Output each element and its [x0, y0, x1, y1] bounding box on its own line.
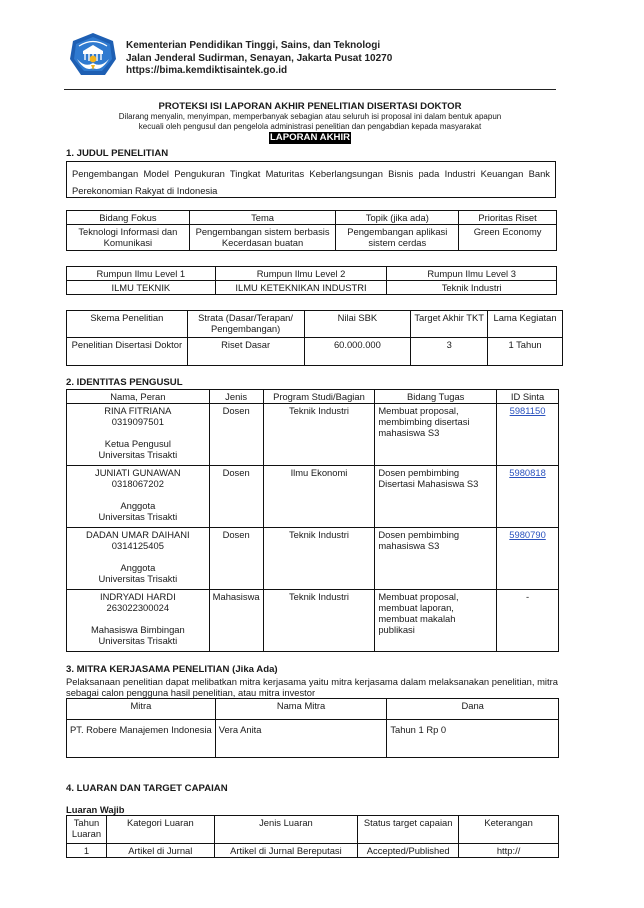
cell-kategori: Artikel di Jurnal	[106, 844, 214, 858]
member-role: Mahasiswa Bimbingan	[90, 624, 185, 635]
member-name: JUNIATI GUNAWAN	[95, 467, 181, 478]
table-header-row	[67, 311, 563, 338]
header-cell: Skema Penelitian	[67, 311, 188, 338]
cell-sinta	[497, 404, 559, 466]
cell-nilai-sbk: 60.000.000	[304, 338, 411, 366]
cell-tugas: Membuat proposal, membuat laporan, membuat makalah publikasi	[375, 590, 497, 652]
ministry-header	[126, 40, 392, 78]
cell-jenis: Mahasiswa	[209, 590, 263, 652]
cell-sinta	[497, 528, 559, 590]
table-row	[67, 590, 559, 652]
cell-prodi: Teknik Industri	[263, 404, 375, 466]
tut-wuri-handayani-logo-icon	[69, 32, 117, 78]
cell-sinta	[497, 466, 559, 528]
table-header-row	[67, 267, 557, 281]
member-role: Anggota	[120, 562, 156, 573]
ministry-address: Jalan Jenderal Sudirman, Senayan, Jakarta Pusat 10270	[126, 52, 393, 64]
table-header-row	[67, 816, 559, 844]
header-cell: Status target capaian	[358, 816, 459, 844]
cell-nama-peran	[67, 590, 210, 652]
header-cell: Bidang Tugas	[375, 390, 497, 404]
cell-tahun: 1	[67, 844, 107, 858]
cell-nama-peran	[67, 404, 210, 466]
header-cell: Nilai SBK	[304, 311, 411, 338]
focus-table	[66, 210, 557, 251]
header-cell: Target Akhir TKT	[411, 311, 488, 338]
cell-nama-peran	[67, 528, 210, 590]
cell-keterangan: http://	[459, 844, 559, 858]
mitra-table	[66, 698, 559, 758]
cell-lama-kegiatan: 1 Tahun	[488, 338, 563, 366]
member-role: Anggota	[120, 500, 156, 511]
member-id: 0319097501	[111, 416, 164, 427]
rumpun-table	[66, 266, 557, 295]
ministry-name: Kementerian Pendidikan Tinggi, Sains, dan Teknologi	[126, 40, 381, 51]
cell-mitra: PT. Robere Manajemen Indonesia	[67, 720, 216, 758]
cell-level-1: ILMU TEKNIK	[67, 281, 216, 295]
header-cell: Prioritas Riset	[459, 211, 557, 225]
table-row	[67, 528, 559, 590]
cell-status: Accepted/Published	[358, 844, 459, 858]
cell-jenis: Dosen	[209, 528, 263, 590]
member-role: Ketua Pengusul	[104, 438, 171, 449]
member-institution: Universitas Trisakti	[98, 573, 178, 584]
header-cell: ID Sinta	[497, 390, 559, 404]
table-row	[67, 466, 559, 528]
report-badge: LAPORAN AKHIR	[269, 132, 351, 143]
table-row	[67, 844, 559, 858]
cell-skema: Penelitian Disertasi Doktor	[67, 338, 188, 366]
table-header-row	[67, 390, 559, 404]
header-cell: Tema	[189, 211, 336, 225]
member-id: 0314125405	[111, 540, 164, 551]
cell-jenis-luaran: Artikel di Jurnal Bereputasi	[214, 844, 358, 858]
header-cell: Rumpun Ilmu Level 2	[215, 267, 387, 281]
cell-prioritas: Green Economy	[459, 225, 557, 251]
cell-nama-mitra: Vera Anita	[215, 720, 387, 758]
header-cell: Lama Kegiatan	[488, 311, 563, 338]
header-cell: Topik (jika ada)	[336, 211, 459, 225]
section-3-description: Pelaksanaan penelitian dapat melibatkan mitra kerjasama yaitu mitra kerjasama dalam melaksanakan penelitian, mitra sebagai calon pengguna hasil penelitian, atau mitra investor	[66, 676, 558, 698]
report-badge-wrap	[64, 131, 556, 144]
research-title-box: Pengembangan Model Pengukuran Tingkat Maturitas Keberlangsungan Bisnis pada Industri Keuangan Bank Perekonomian Rakyat di Indonesia	[66, 161, 556, 198]
cell-sinta: -	[497, 590, 559, 652]
section-2-title: 2. IDENTITAS PENGUSUL	[66, 377, 183, 388]
cell-prodi: Teknik Industri	[263, 528, 375, 590]
sinta-link[interactable]: 5980818	[509, 467, 546, 478]
sinta-link[interactable]: 5981150	[509, 405, 546, 416]
member-institution: Universitas Trisakti	[98, 449, 178, 460]
table-row	[67, 720, 559, 758]
cell-strata: Riset Dasar	[187, 338, 304, 366]
header-cell: Dana	[387, 699, 559, 720]
cell-dana: Tahun 1 Rp 0	[387, 720, 559, 758]
header-cell: Strata (Dasar/Terapan/ Pengembangan)	[187, 311, 304, 338]
header-cell: Program Studi/Bagian	[263, 390, 375, 404]
ministry-website: https://bima.kemdiktisaintek.go.id	[126, 65, 288, 76]
table-row	[67, 281, 557, 295]
luaran-table	[66, 815, 559, 858]
protection-line-1: Dilarang menyalin, menyimpan, memperbanyak sebagian atau seluruh isi proposal ini dalam bentuk apapun	[118, 112, 502, 121]
header-divider	[64, 89, 556, 90]
section-4-title: 4. LUARAN DAN TARGET CAPAIAN	[66, 783, 228, 794]
header-cell: Kategori Luaran	[106, 816, 214, 844]
table-header-row	[67, 699, 559, 720]
table-header-row	[67, 211, 557, 225]
header-cell: Jenis Luaran	[214, 816, 358, 844]
header-cell: Nama Mitra	[215, 699, 387, 720]
header-cell: Jenis	[209, 390, 263, 404]
cell-bidang-fokus: Teknologi Informasi dan Komunikasi	[67, 225, 190, 251]
section-3-title: 3. MITRA KERJASAMA PENELITIAN (Jika Ada)	[66, 664, 278, 675]
luaran-wajib-title: Luaran Wajib	[66, 804, 125, 815]
member-name: RINA FITRIANA	[104, 405, 172, 416]
header-cell: Rumpun Ilmu Level 1	[67, 267, 216, 281]
member-name: INDRYADI HARDI	[99, 591, 176, 602]
member-institution: Universitas Trisakti	[98, 635, 178, 646]
cell-tugas: Membuat proposal, membimbing disertasi mahasiswa S3	[375, 404, 497, 466]
cell-jenis: Dosen	[209, 404, 263, 466]
cell-prodi: Teknik Industri	[263, 590, 375, 652]
cell-level-3: Teknik Industri	[387, 281, 557, 295]
protection-title: PROTEKSI ISI LAPORAN AKHIR PENELITIAN DISERTASI DOKTOR	[158, 101, 462, 112]
pengusul-table	[66, 389, 559, 652]
header-cell: Mitra	[67, 699, 216, 720]
cell-tema: Pengembangan sistem berbasis Kecerdasan buatan	[189, 225, 336, 251]
member-name: DADAN UMAR DAIHANI	[86, 529, 190, 540]
member-id: 263022300024	[106, 602, 170, 613]
header-cell: Nama, Peran	[67, 390, 210, 404]
cell-prodi: Ilmu Ekonomi	[263, 466, 375, 528]
header-cell: Keterangan	[459, 816, 559, 844]
cell-tugas: Dosen pembimbing mahasiswa S3	[375, 528, 497, 590]
protection-line-2: kecuali oleh pengusul dan pengelola administrasi penelitian dan pengabdian kepada masyarakat	[138, 121, 482, 131]
table-row	[67, 404, 559, 466]
cell-jenis: Dosen	[209, 466, 263, 528]
cell-level-2: ILMU KETEKNIKAN INDUSTRI	[215, 281, 387, 295]
header-cell: Tahun Luaran	[67, 816, 107, 844]
header-cell: Rumpun Ilmu Level 3	[387, 267, 557, 281]
protection-notice	[64, 112, 556, 131]
header-cell: Bidang Fokus	[67, 211, 190, 225]
section-1-title: 1. JUDUL PENELITIAN	[66, 148, 169, 159]
cell-topik: Pengembangan aplikasi sistem cerdas	[336, 225, 459, 251]
cell-tugas: Dosen pembimbing Disertasi Mahasiswa S3	[375, 466, 497, 528]
member-id: 0318067202	[111, 478, 164, 489]
sinta-link[interactable]: 5980790	[509, 529, 546, 540]
cell-nama-peran	[67, 466, 210, 528]
table-row	[67, 338, 563, 366]
table-row	[67, 225, 557, 251]
member-institution: Universitas Trisakti	[98, 511, 178, 522]
cell-target-tkt: 3	[411, 338, 488, 366]
skema-table	[66, 310, 563, 366]
